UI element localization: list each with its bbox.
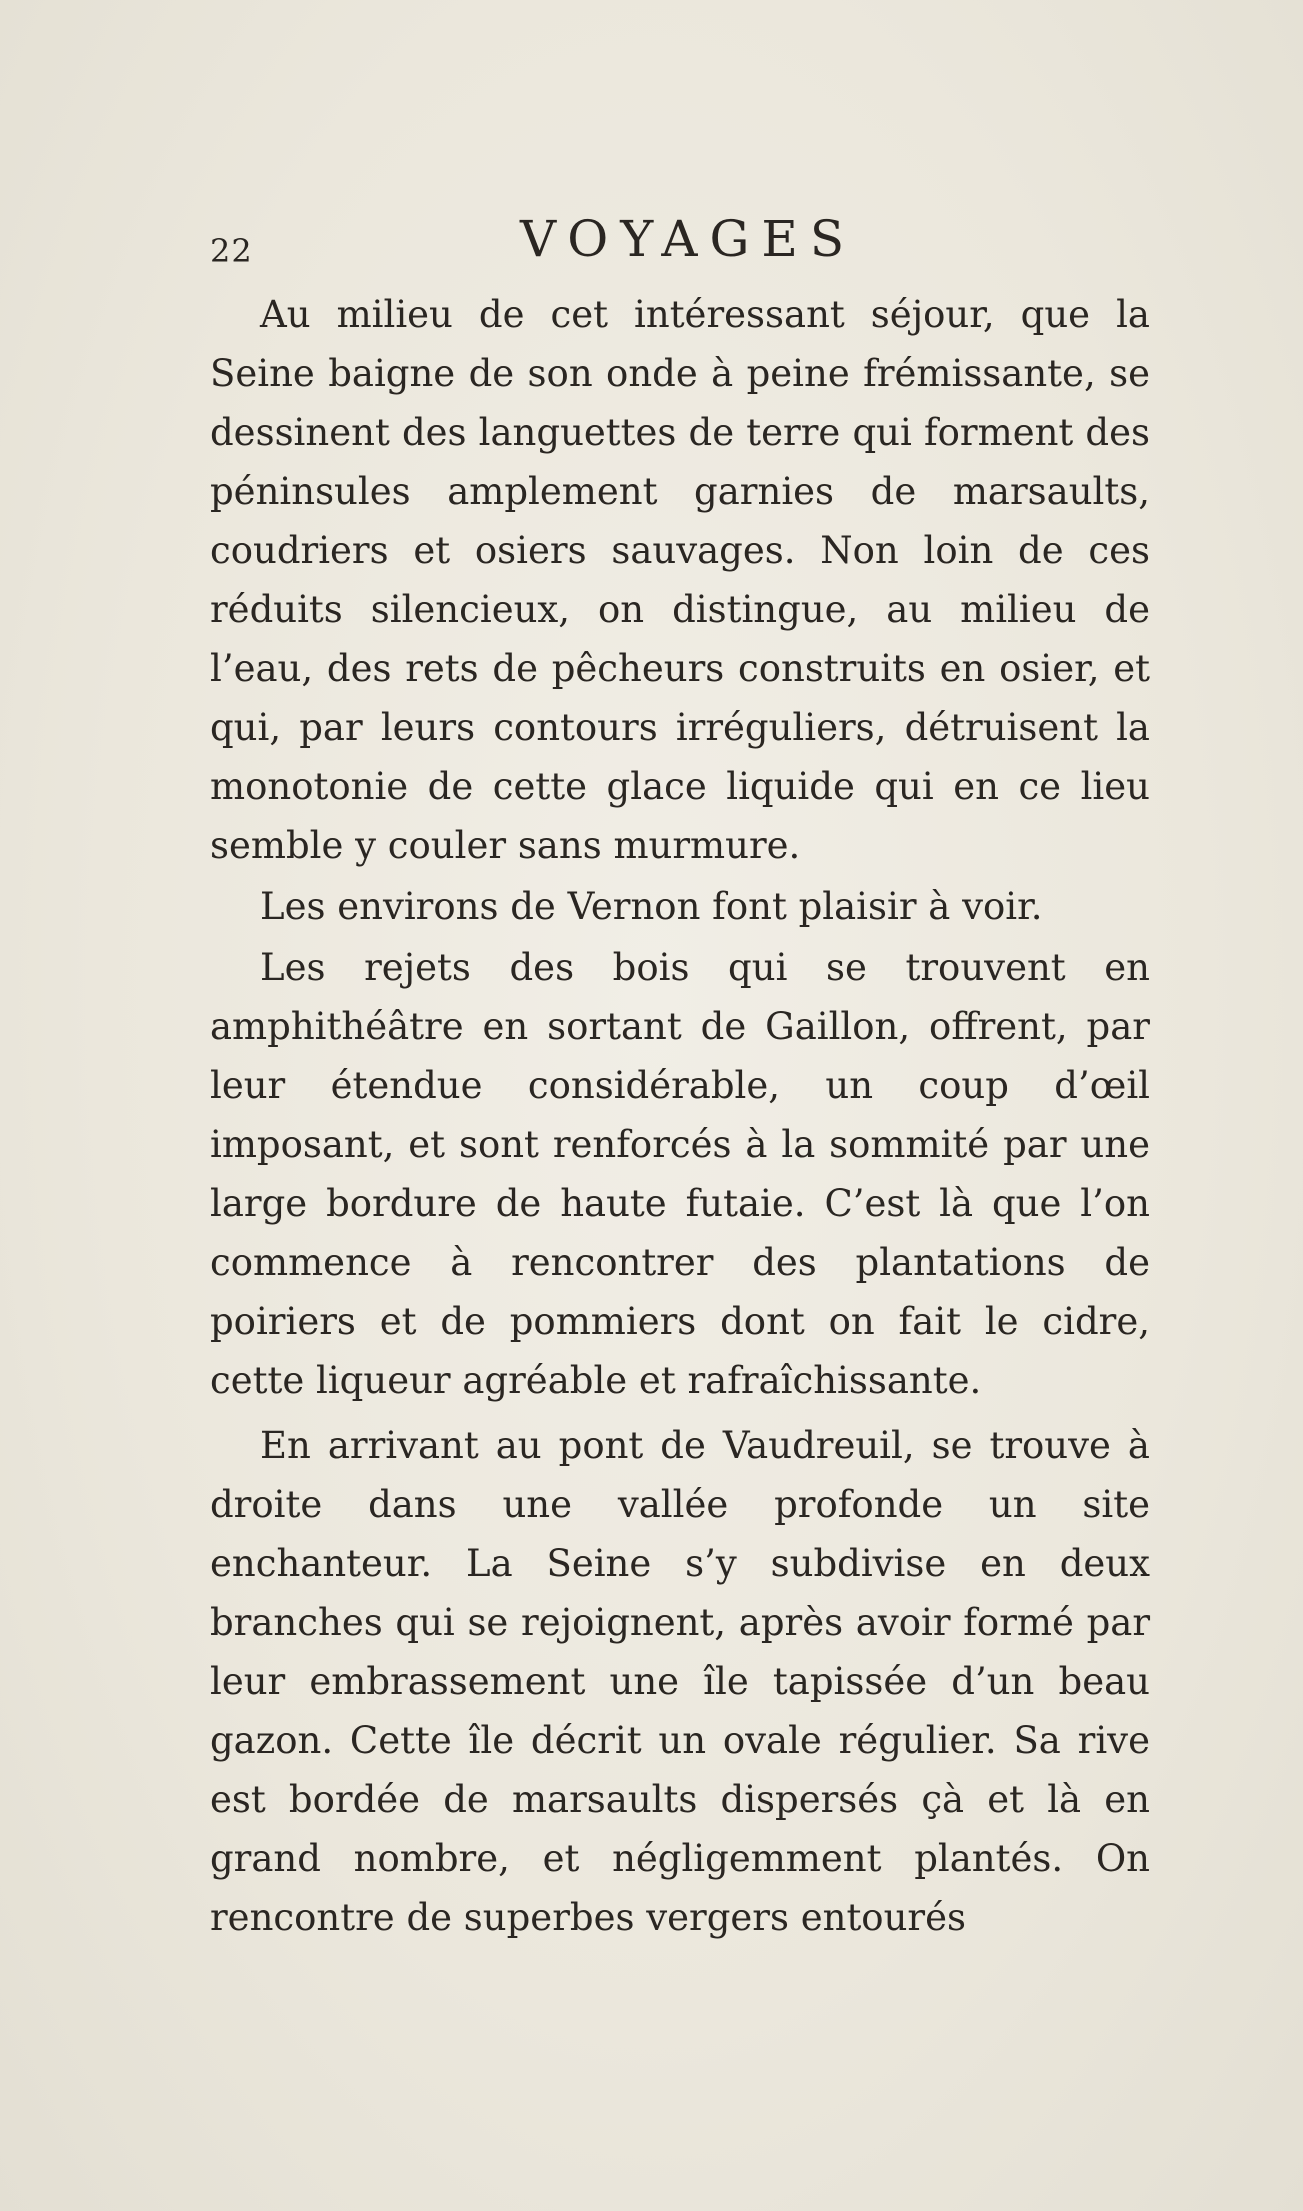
body-text xyxy=(210,285,1150,1947)
paragraph: En arrivant au pont de Vaudreuil, se trouve à droite dans une vallée profonde un site enchanteur. La Seine s’y subdivise en deux branches qui se rejoignent, après avoir formé par leur embrassement une île tapissée d’un beau gazon. Cette île décrit un ovale régulier. Sa rive est bordée de marsaults dispersés çà et là en grand nombre, et négligemment plantés. On rencontre de superbes vergers entourés xyxy=(210,1424,1150,1939)
paragraph: Les environs de Vernon font plaisir à voir. xyxy=(260,885,1043,928)
paragraph: Au milieu de cet intéressant séjour, que la Seine baigne de son onde à peine frémissante, se dessinent des languettes de terre qui forment des péninsules amplement garnies de marsaults, coudriers et osiers sauvages. Non loin de ces réduits silencieux, on distingue, au milieu de l’eau, des rets de pêcheurs construits en osier, et qui, par leurs contours irréguliers, détruisent la monotonie de cette glace liquide qui en ce lieu semble y couler sans murmure. xyxy=(210,293,1150,867)
running-head xyxy=(210,208,1150,268)
running-title: VOYAGES xyxy=(520,210,857,268)
page-number: 22 xyxy=(210,232,253,270)
paragraph: Les rejets des bois qui se trouvent en amphithéâtre en sortant de Gaillon, offrent, par leur étendue considérable, un coup d’œil imposant, et sont renforcés à la sommité par une large bordure de haute futaie. C’est là que l’on commence à rencontrer des plantations de poiriers et de pommiers dont on fait le cidre, cette liqueur agréable et rafraîchissante. xyxy=(210,946,1150,1402)
